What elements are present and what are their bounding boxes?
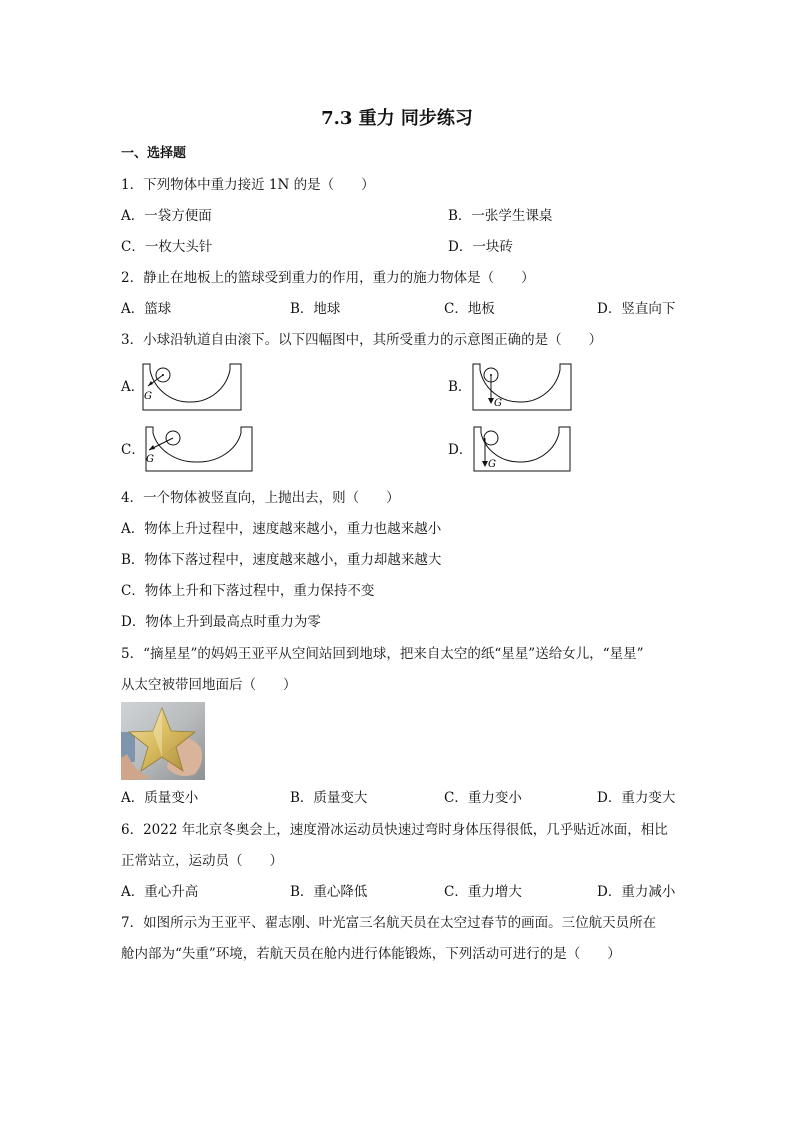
q2-option-c: C．地板 xyxy=(444,301,495,317)
section-heading: 一、选择题 xyxy=(121,146,187,161)
q3-option-b: B． xyxy=(448,379,472,395)
q3-figure-d xyxy=(471,425,573,473)
q3-figure-b-label: G xyxy=(494,398,502,409)
q5-option-a: A．质量变小 xyxy=(121,790,199,806)
q1-option-b: B．一张学生课桌 xyxy=(448,208,553,224)
question-3-stem: 3．小球沿轨道自由滚下。以下四幅图中，其所受重力的示意图正确的是（ ） xyxy=(121,332,603,348)
q5-option-d: D．重力变大 xyxy=(597,790,676,806)
question-7-stem-line1: 7．如图所示为王亚平、翟志刚、叶光富三名航天员在太空过春节的画面。三位航天员所在 xyxy=(121,915,657,931)
q3-figure-b xyxy=(470,362,574,412)
question-1-stem: 1．下列物体中重力接近 1N 的是（ ） xyxy=(121,177,375,193)
q3-figure-a-label: G xyxy=(144,391,152,402)
q6-option-c: C．重力增大 xyxy=(444,884,522,900)
paper-star-photo xyxy=(121,702,205,780)
question-7-stem-line2: 舱内部为“失重”环境，若航天员在舱内进行体能锻炼，下列活动可进行的是（ ） xyxy=(121,946,621,962)
q3-option-c: C． xyxy=(121,442,145,458)
q6-option-d: D．重力减小 xyxy=(597,884,676,900)
q3-figure-c-label: G xyxy=(146,454,154,465)
q2-option-d: D．竖直向下 xyxy=(597,301,676,317)
page-title: 7.3 重力 同步练习 xyxy=(321,108,473,129)
q1-option-d: D．一块砖 xyxy=(448,239,513,255)
q1-option-a: A．一袋方便面 xyxy=(121,208,212,224)
question-6-stem-line2: 正常站立，运动员（ ） xyxy=(121,853,283,869)
q3-figure-d-label: G xyxy=(488,459,496,470)
q1-option-c: C．一枚大头针 xyxy=(121,239,213,255)
q4-option-c: C．物体上升和下落过程中，重力保持不变 xyxy=(121,583,375,599)
question-5-stem-line1: 5．“摘星星”的妈妈王亚平从空间站回到地球，把来自太空的纸“星星”送给女儿，“星星” xyxy=(121,646,644,662)
q2-option-b: B．地球 xyxy=(290,301,341,317)
question-5-stem-line2: 从太空被带回地面后（ ） xyxy=(121,677,297,693)
q3-figure-a xyxy=(140,362,244,412)
q3-option-d: D． xyxy=(448,442,473,458)
q6-option-a: A．重心升高 xyxy=(121,884,199,900)
q3-figure-c xyxy=(143,425,255,473)
q4-option-d: D．物体上升到最高点时重力为零 xyxy=(121,614,321,630)
q5-option-b: B．质量变大 xyxy=(290,790,368,806)
question-4-stem: 4．一个物体被竖直向，上抛出去，则（ ） xyxy=(121,490,400,506)
q4-option-a: A．物体上升过程中，速度越来越小，重力也越来越小 xyxy=(121,521,442,537)
q4-option-b: B．物体下落过程中，速度越来越小，重力却越来越大 xyxy=(121,552,442,568)
q3-option-a: A． xyxy=(121,379,145,395)
q6-option-b: B．重心降低 xyxy=(290,884,368,900)
question-2-stem: 2．静止在地板上的篮球受到重力的作用，重力的施力物体是（ ） xyxy=(121,270,535,286)
question-6-stem-line1: 6．2022 年北京冬奥会上，速度滑冰运动员快速过弯时身体压得很低，几乎贴近冰面，相比 xyxy=(121,822,668,838)
q2-option-a: A．篮球 xyxy=(121,301,172,317)
q5-option-c: C．重力变小 xyxy=(444,790,522,806)
